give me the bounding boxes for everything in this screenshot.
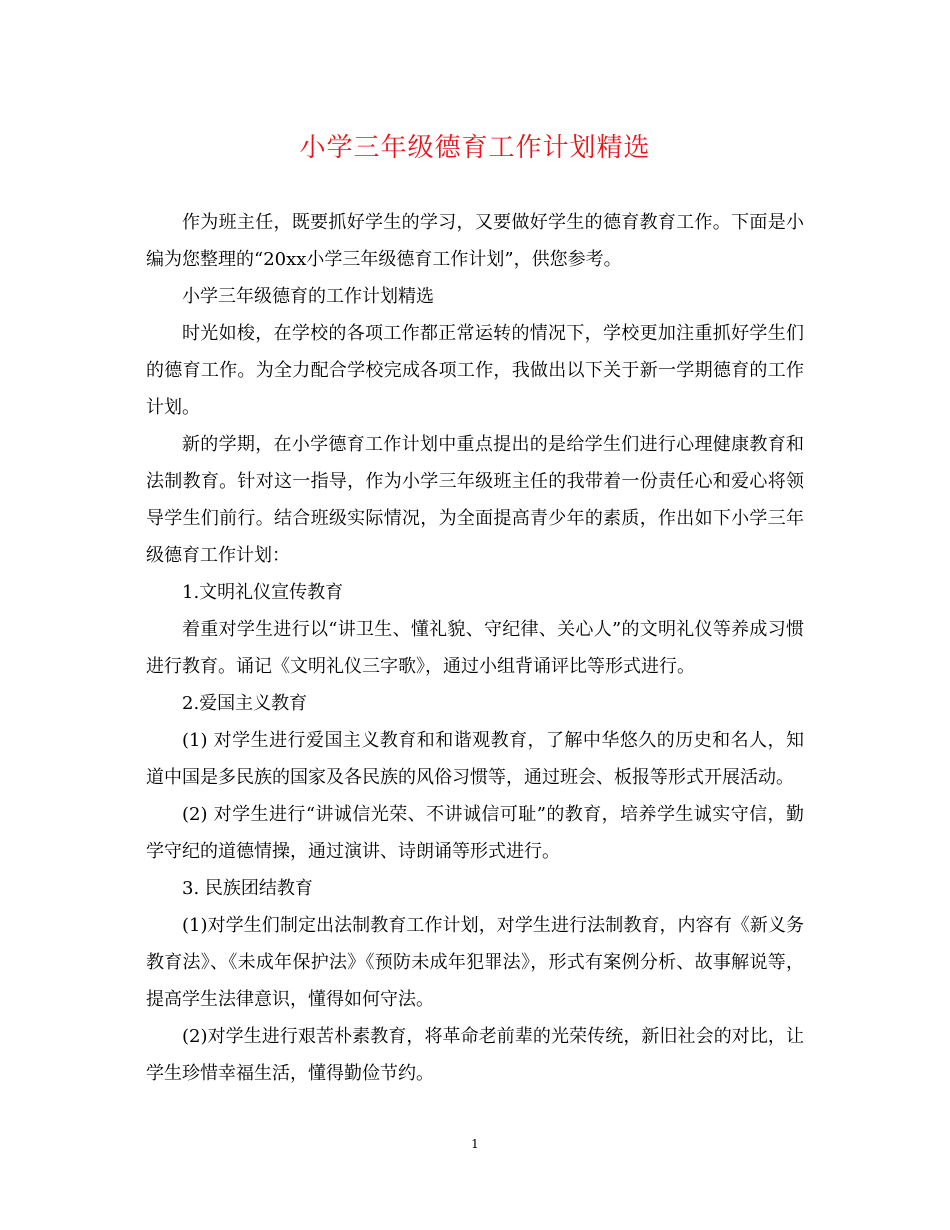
page-title: 小学三年级德育工作计划精选 [299,133,651,163]
paragraph-plan-intro: 新的学期，在小学德育工作计划中重点提出的是给学生们进行心理健康教育和法制教育。针对这一指导，作为小学三年级班主任的我带着一份责任心和爱心将领导学生们前行。结合班级实际情况，为全面提高青少年的素质，作出如下小学三年级德育工作计划： [146,434,804,566]
paragraph-intro: 作为班主任，既要抓好学生的学习，又要做好学生的德育教育工作。下面是小编为您整理的“20xx小学三年级德育工作计划”，供您参考。 [146,212,804,270]
page-number: 1 [471,1137,479,1151]
paragraph-subtitle: 小学三年级德育的工作计划精选 [182,286,434,307]
paragraph-unity-2: (2)对学生进行艰苦朴素教育，将革命老前辈的光荣传统，新旧社会的对比，让学生珍惜幸福生活，懂得勤俭节约。 [146,1026,804,1084]
section-heading-patriotism: 2.爱国主义教育 [182,693,308,714]
paragraph-patriotism-2: (2) 对学生进行“讲诚信光荣、不讲诚信可耻”的教育，培养学生诚实守信，勤学守纪的道德情操，通过演讲、诗朗诵等形式进行。 [146,804,804,862]
paragraph-unity-1: (1)对学生们制定出法制教育工作计划，对学生进行法制教育，内容有《新义务教育法》、《未成年保护法》《预防未成年犯罪法》，形式有案例分析、故事解说等，提高学生法律意识，懂得如何守法。 [146,915,804,1010]
paragraph-patriotism-1: (1) 对学生进行爱国主义教育和和谐观教育，了解中华悠久的历史和名人，知道中国是多民族的国家及各民族的风俗习惯等，通过班会、板报等形式开展活动。 [146,730,804,788]
document-body [146,204,804,1092]
section-heading-etiquette: 1.文明礼仪宣传教育 [182,582,344,603]
section-heading-unity: 3. 民族团结教育 [182,878,313,899]
paragraph-overview: 时光如梭，在学校的各项工作都正常运转的情况下，学校更加注重抓好学生们的德育工作。为全力配合学校完成各项工作，我做出以下关于新一学期德育的工作计划。 [146,323,804,418]
paragraph-etiquette: 着重对学生进行以“讲卫生、懂礼貌、守纪律、关心人”的文明礼仪等养成习惯进行教育。诵记《文明礼仪三字歌》，通过小组背诵评比等形式进行。 [146,619,804,677]
